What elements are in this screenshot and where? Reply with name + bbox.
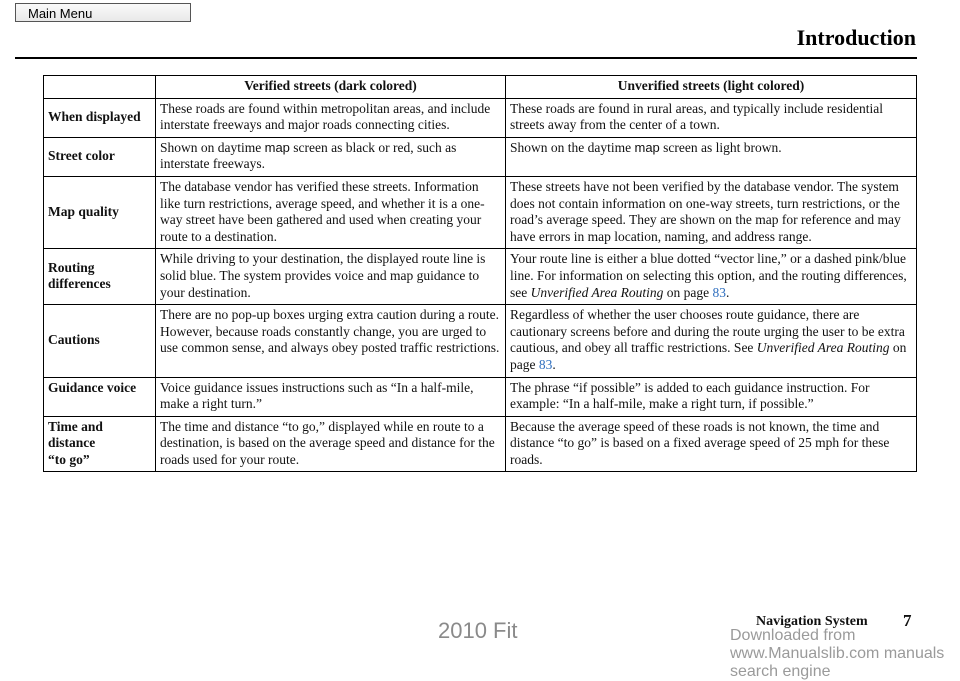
verified-cell: Voice guidance issues instructions such as “In a half-mile, make a right turn.” [156,377,506,416]
header-divider [15,57,917,59]
verified-cell: These roads are found within metropolitan areas, and include interstate freeways and major roads connecting cities. [156,98,506,137]
unverified-cell [506,137,917,176]
row-label-line: Time and [48,418,103,434]
cell-text: on page [510,340,907,372]
map-keyword: map [264,139,290,155]
row-label: Map quality [44,176,156,248]
row-label [44,416,156,472]
watermark-model: 2010 Fit [438,618,518,643]
cell-text: Shown on the daytime [510,139,635,155]
cell-text: on page [663,284,713,300]
row-label: Cautions [44,305,156,377]
table-row [44,377,917,416]
section-title: Introduction [796,25,916,50]
unverified-cell [506,305,917,377]
cell-text: . [552,356,556,372]
table-row [44,305,917,377]
verified-cell [156,137,506,176]
verified-cell: While driving to your destination, the displayed route line is solid blue. The system provides voice and map guidance to your destination. [156,249,506,305]
unverified-cell [506,249,917,305]
verified-cell: There are no pop-up boxes urging extra caution during a route. However, because roads constantly change, you are urged to use common sense, and always obey posted traffic restrictions. [156,305,506,377]
table-row [44,416,917,472]
cross-reference: Unverified Area Routing [756,340,890,356]
table-row [44,176,917,248]
header-blank [44,76,156,99]
table-row [44,98,917,137]
header-unverified: Unverified streets (light colored) [506,76,917,99]
cell-text: screen as black or red, such as interstate freeways. [160,139,457,172]
verified-cell: The time and distance “to go,” displayed while en route to a destination, is based on the average speed and distance for the roads used for your route. [156,416,506,472]
main-menu-button[interactable]: Main Menu [15,3,191,22]
cell-text: Shown on daytime [160,139,265,155]
table-row [44,137,917,176]
page-number: 7 [903,611,912,630]
street-comparison-table [43,75,917,472]
unverified-cell: These roads are found in rural areas, and typically include residential streets away from the center of a town. [506,98,917,137]
row-label: When displayed [44,98,156,137]
cross-reference: Unverified Area Routing [530,284,664,300]
unverified-cell: Because the average speed of these roads is not known, the time and distance “to go” is based on a fixed average speed of 25 mph for these roads. [506,416,917,472]
cell-text: screen as light brown. [659,139,782,155]
table-header-row [44,76,917,99]
row-label-line: distance [48,435,96,451]
row-label: Routing differences [44,249,156,305]
verified-cell: The database vendor has verified these streets. Information like turn restrictions, average speed, and whether it is a one-way street have been gathered and used when creating your route to a destination. [156,176,506,248]
cell-text: . [725,284,730,300]
cell-text: Regardless of whether the user chooses route guidance, there are cautionary screens before and during the route urging the user to be extra cautious, and obey all traffic restrictions. See [510,307,905,356]
row-label: Street color [44,137,156,176]
header-verified: Verified streets (dark colored) [156,76,506,99]
footer-manual-name: Navigation System [756,614,868,629]
watermark-site: Downloaded from www.Manualslib.com manuals search engine [730,627,945,680]
row-label: Guidance voice [44,377,156,416]
unverified-cell: These streets have not been verified by the database vendor. The system does not contain information on one-way streets, turn restrictions, or the road’s average speed. They are shown on the map for reference and may have errors in map location, naming, and address range. [506,176,917,248]
cell-text: Your route line is either a blue dotted “vector line,” or a dashed pink/blue line. For information on selecting this option, and the routing differences, see [510,251,907,300]
map-keyword: map [634,139,660,155]
table-row [44,249,917,305]
page-link[interactable]: 83 [538,356,553,372]
page-link[interactable]: 83 [712,284,726,300]
unverified-cell: The phrase “if possible” is added to each guidance instruction. For example: “In a half-mile, make a right turn, if possible.” [506,377,917,416]
row-label-line: “to go” [48,451,90,467]
